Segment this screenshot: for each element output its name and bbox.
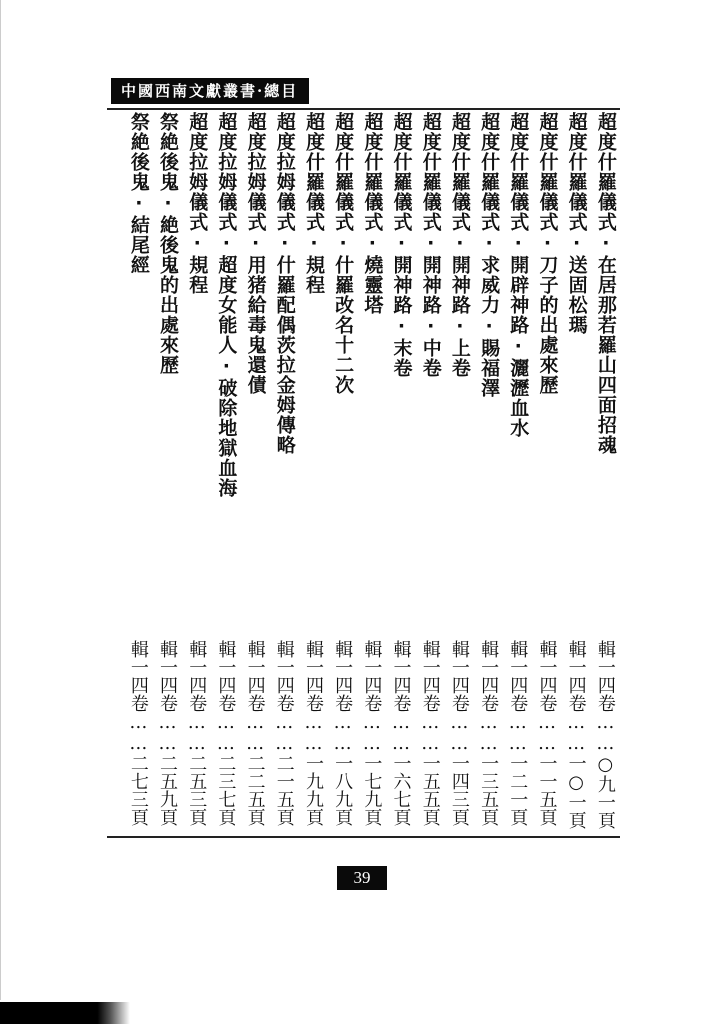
toc-entry <box>270 112 299 827</box>
entry-page-ref: 輯一四卷……二五三頁 <box>186 640 208 826</box>
entry-page-ref: 輯一四卷……一○一頁 <box>565 640 587 829</box>
entry-title: 超度什羅儀式·開神路·末卷 <box>390 112 413 378</box>
toc-entry <box>211 112 240 827</box>
entry-title: 超度拉姆儀式·用猪給毒鬼還債 <box>244 112 267 395</box>
entry-page-ref: 輯一四卷……一九九頁 <box>302 640 324 826</box>
toc-entry <box>445 112 474 827</box>
toc-entry <box>503 112 532 827</box>
entry-page-ref: 輯一四卷……○九一頁 <box>594 640 616 829</box>
entry-title: 超度拉姆儀式·超度女能人·破除地獄血海 <box>215 112 238 498</box>
entry-title: 超度什羅儀式·開神路·上卷 <box>448 112 471 378</box>
toc-entry <box>532 112 561 827</box>
entry-page-ref: 輯一四卷……一六七頁 <box>390 640 412 826</box>
page-number: 39 <box>337 866 387 890</box>
entry-page-ref: 輯一四卷……一二一頁 <box>507 640 529 826</box>
entry-page-ref: 輯一四卷……二二五頁 <box>244 640 266 826</box>
entry-title: 超度什羅儀式·開辟神路·灑瀝血水 <box>507 112 530 438</box>
entry-page-ref: 輯一四卷……一三五頁 <box>478 640 500 826</box>
series-title-banner: 中國西南文獻叢書·總目 <box>111 78 309 104</box>
toc-entry <box>562 112 591 827</box>
entry-title: 超度拉姆儀式·規程 <box>186 112 209 295</box>
toc-entry <box>241 112 270 827</box>
entry-page-ref: 輯一四卷……一四三頁 <box>448 640 470 826</box>
toc-entry <box>124 112 153 827</box>
entry-page-ref: 輯一四卷……二三七頁 <box>215 640 237 826</box>
entry-page-ref: 輯一四卷……一八九頁 <box>332 640 354 826</box>
table-of-contents <box>124 112 620 827</box>
toc-entry <box>387 112 416 827</box>
scan-edge <box>0 0 1 1000</box>
top-rule <box>107 108 620 110</box>
bottom-rule <box>107 836 620 838</box>
entry-title: 超度拉姆儀式·什羅配偶茨拉金姆傳略 <box>273 112 296 455</box>
entry-page-ref: 輯一四卷……一七九頁 <box>361 640 383 826</box>
toc-entry <box>299 112 328 827</box>
entry-title: 祭絶後鬼·結尾經 <box>127 112 150 275</box>
entry-title: 超度什羅儀式·燒靈塔 <box>361 112 384 315</box>
entry-page-ref: 輯一四卷……一一五頁 <box>536 640 558 826</box>
scan-shadow <box>0 1002 130 1024</box>
toc-entry <box>591 112 620 827</box>
entry-title: 祭絶後鬼·絶後鬼的出處來歷 <box>157 112 179 375</box>
toc-entry <box>328 112 357 827</box>
entry-title: 超度什羅儀式·開神路·中卷 <box>419 112 442 378</box>
entry-title: 超度什羅儀式·求威力·賜福澤 <box>478 112 501 398</box>
entry-page-ref: 輯一四卷……二五九頁 <box>157 640 178 826</box>
toc-entry <box>182 112 211 827</box>
entry-page-ref: 輯一四卷……二七三頁 <box>127 640 149 826</box>
entry-title: 超度什羅儀式·刀子的出處來歷 <box>536 112 559 395</box>
entry-page-ref: 輯一四卷……二一五頁 <box>273 640 295 826</box>
toc-entry <box>153 112 182 827</box>
toc-entry <box>474 112 503 827</box>
toc-entry <box>357 112 386 827</box>
toc-entry <box>416 112 445 827</box>
entry-title: 超度什羅儀式·在居那若羅山四面招魂 <box>594 112 617 455</box>
entry-title: 超度什羅儀式·規程 <box>302 112 325 295</box>
entry-page-ref: 輯一四卷……一五五頁 <box>419 640 441 826</box>
entry-title: 超度什羅儀式·什羅改名十二次 <box>332 112 355 395</box>
entry-title: 超度什羅儀式·送固松瑪 <box>565 112 588 335</box>
